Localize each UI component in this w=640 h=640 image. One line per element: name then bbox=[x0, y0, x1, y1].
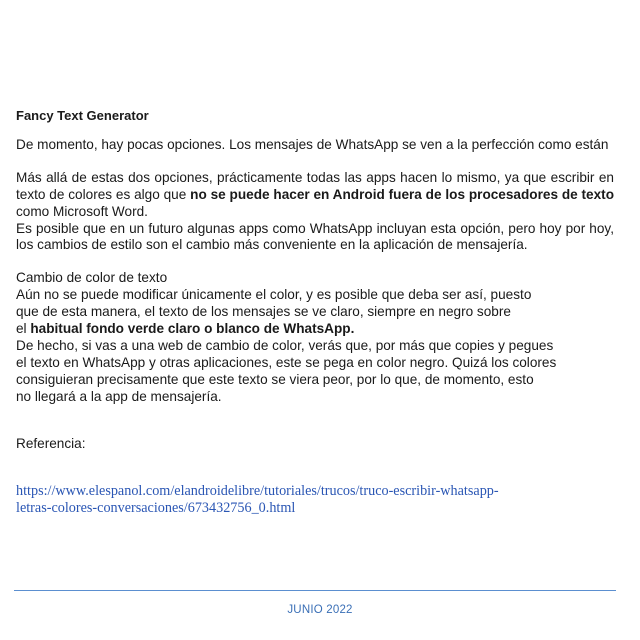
color-line-3-bold: habitual fondo verde claro o blanco de WhatsApp. bbox=[30, 321, 355, 337]
copy-line-4: no llegará a la app de mensajería. bbox=[16, 388, 222, 404]
color-change-paragraph bbox=[16, 287, 614, 338]
reference-link-line-2: letras-colores-conversaciones/673432756_0.html bbox=[16, 499, 296, 516]
reference-link[interactable] bbox=[16, 483, 614, 517]
intro-paragraph: De momento, hay pocas opciones. Los mensajes de WhatsApp se ven a la perfección como están bbox=[16, 136, 609, 152]
reference-link-line-1: https://www.elespanol.com/elandroidelibre/tutoriales/trucos/truco-escribir-whatsapp- bbox=[16, 482, 499, 499]
footer-divider bbox=[14, 590, 616, 591]
document-heading: Fancy Text Generator bbox=[16, 108, 149, 123]
options-paragraph bbox=[16, 170, 614, 221]
future-paragraph: Es posible que en un futuro algunas apps como WhatsApp incluyan esta opción, pero hoy por hoy, los cambios de estilo son el cambio más conveniente en la aplicación de mensajería. bbox=[16, 220, 614, 253]
copy-line-3: consiguieran precisamente que este texto se viera peor, por lo que, de momento, esto bbox=[16, 371, 534, 387]
options-text-end: como Microsoft Word. bbox=[16, 203, 148, 219]
document-body bbox=[16, 108, 614, 517]
footer-date: JUNIO 2022 bbox=[287, 604, 353, 616]
copy-line-1: De hecho, si vas a una web de cambio de color, verás que, por más que copies y pegues bbox=[16, 337, 554, 353]
reference-label: Referencia: bbox=[16, 435, 86, 451]
color-line-2: que de esta manera, el texto de los mensajes se ve claro, siempre en negro sobre bbox=[16, 304, 511, 320]
copy-paste-paragraph bbox=[16, 338, 614, 406]
section-title: Cambio de color de texto bbox=[16, 270, 168, 286]
options-text-start: Más allá de estas dos opciones, prácticamente todas las apps hacen lo mismo, ya que escribir en texto de colores es algo que bbox=[16, 169, 614, 202]
options-text-bold: no se puede hacer en Android fuera de los procesadores de texto bbox=[190, 186, 615, 202]
copy-line-2: el texto en WhatsApp y otras aplicaciones, este se pega en color negro. Quizá los colores bbox=[16, 354, 557, 370]
color-line-3-prefix: el bbox=[16, 321, 31, 337]
color-line-1: Aún no se puede modificar únicamente el color, y es posible que deba ser así, puesto bbox=[16, 287, 532, 303]
